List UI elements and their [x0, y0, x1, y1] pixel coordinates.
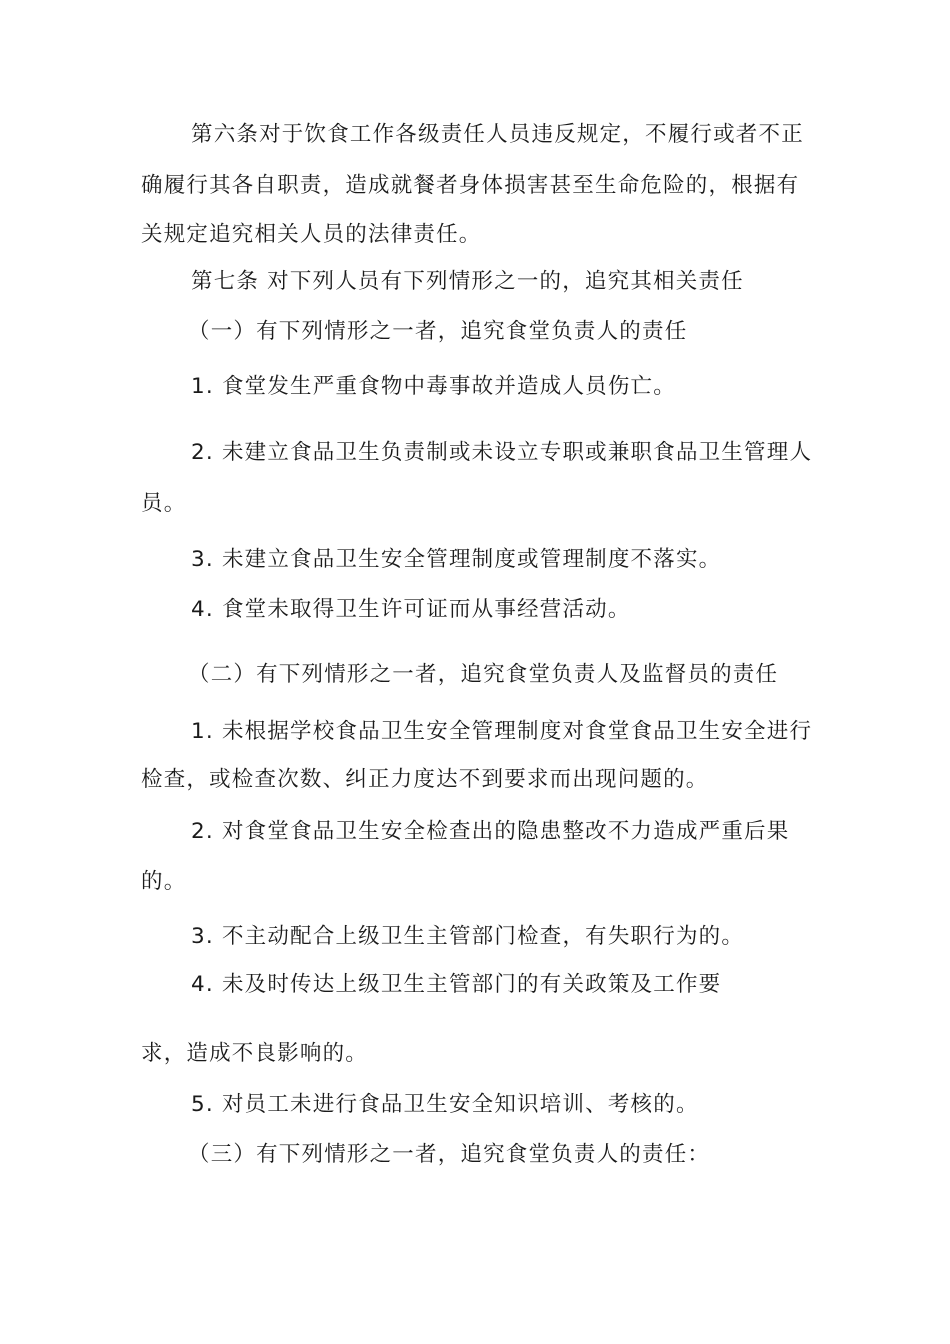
article6-line-2: 确履行其各自职责，造成就餐者身体损害甚至生命危险的，根据有	[141, 173, 800, 198]
section3-heading: （三）有下列情形之一者，追究食堂负责人的责任：	[188, 1142, 711, 1167]
section2-item1-line1: 1. 未根据学校食品卫生安全管理制度对食堂食品卫生安全进行	[191, 719, 813, 744]
section2-item4-line1: 4. 未及时传达上级卫生主管部门的有关政策及工作要	[191, 972, 722, 997]
section1-item2-line2: 员。	[141, 491, 187, 516]
section2-heading: （二）有下列情形之一者，追究食堂负责人及监督员的责任	[188, 662, 779, 687]
article6-line-3: 关规定追究相关人员的法律责任。	[141, 222, 482, 247]
section2-item5: 5. 对员工未进行食品卫生安全知识培训、考核的。	[191, 1092, 699, 1117]
section1-item2-line1: 2. 未建立食品卫生负责制或未设立专职或兼职食品卫生管理人	[191, 440, 813, 465]
section2-item2-line2: 的。	[141, 869, 187, 894]
article6-line-1: 第六条对于饮食工作各级责任人员违反规定，不履行或者不正	[191, 122, 804, 147]
section1-item1: 1. 食堂发生严重食物中毒事故并造成人员伤亡。	[191, 374, 676, 399]
section2-item2-line1: 2. 对食堂食品卫生安全检查出的隐患整改不力造成严重后果	[191, 819, 790, 844]
section2-item1-line2: 检查，或检查次数、纠正力度达不到要求而出现问题的。	[141, 767, 709, 792]
section1-item4: 4. 食堂未取得卫生许可证而从事经营活动。	[191, 597, 631, 622]
section1-heading: （一）有下列情形之一者，追究食堂负责人的责任	[188, 319, 688, 344]
section1-item3: 3. 未建立食品卫生安全管理制度或管理制度不落实。	[191, 547, 722, 572]
article7-heading: 第七条 对下列人员有下列情形之一的，追究其相关责任	[191, 269, 744, 294]
section2-item4-line2: 求，造成不良影响的。	[141, 1041, 369, 1066]
section2-item3: 3. 不主动配合上级卫生主管部门检查，有失职行为的。	[191, 924, 745, 949]
